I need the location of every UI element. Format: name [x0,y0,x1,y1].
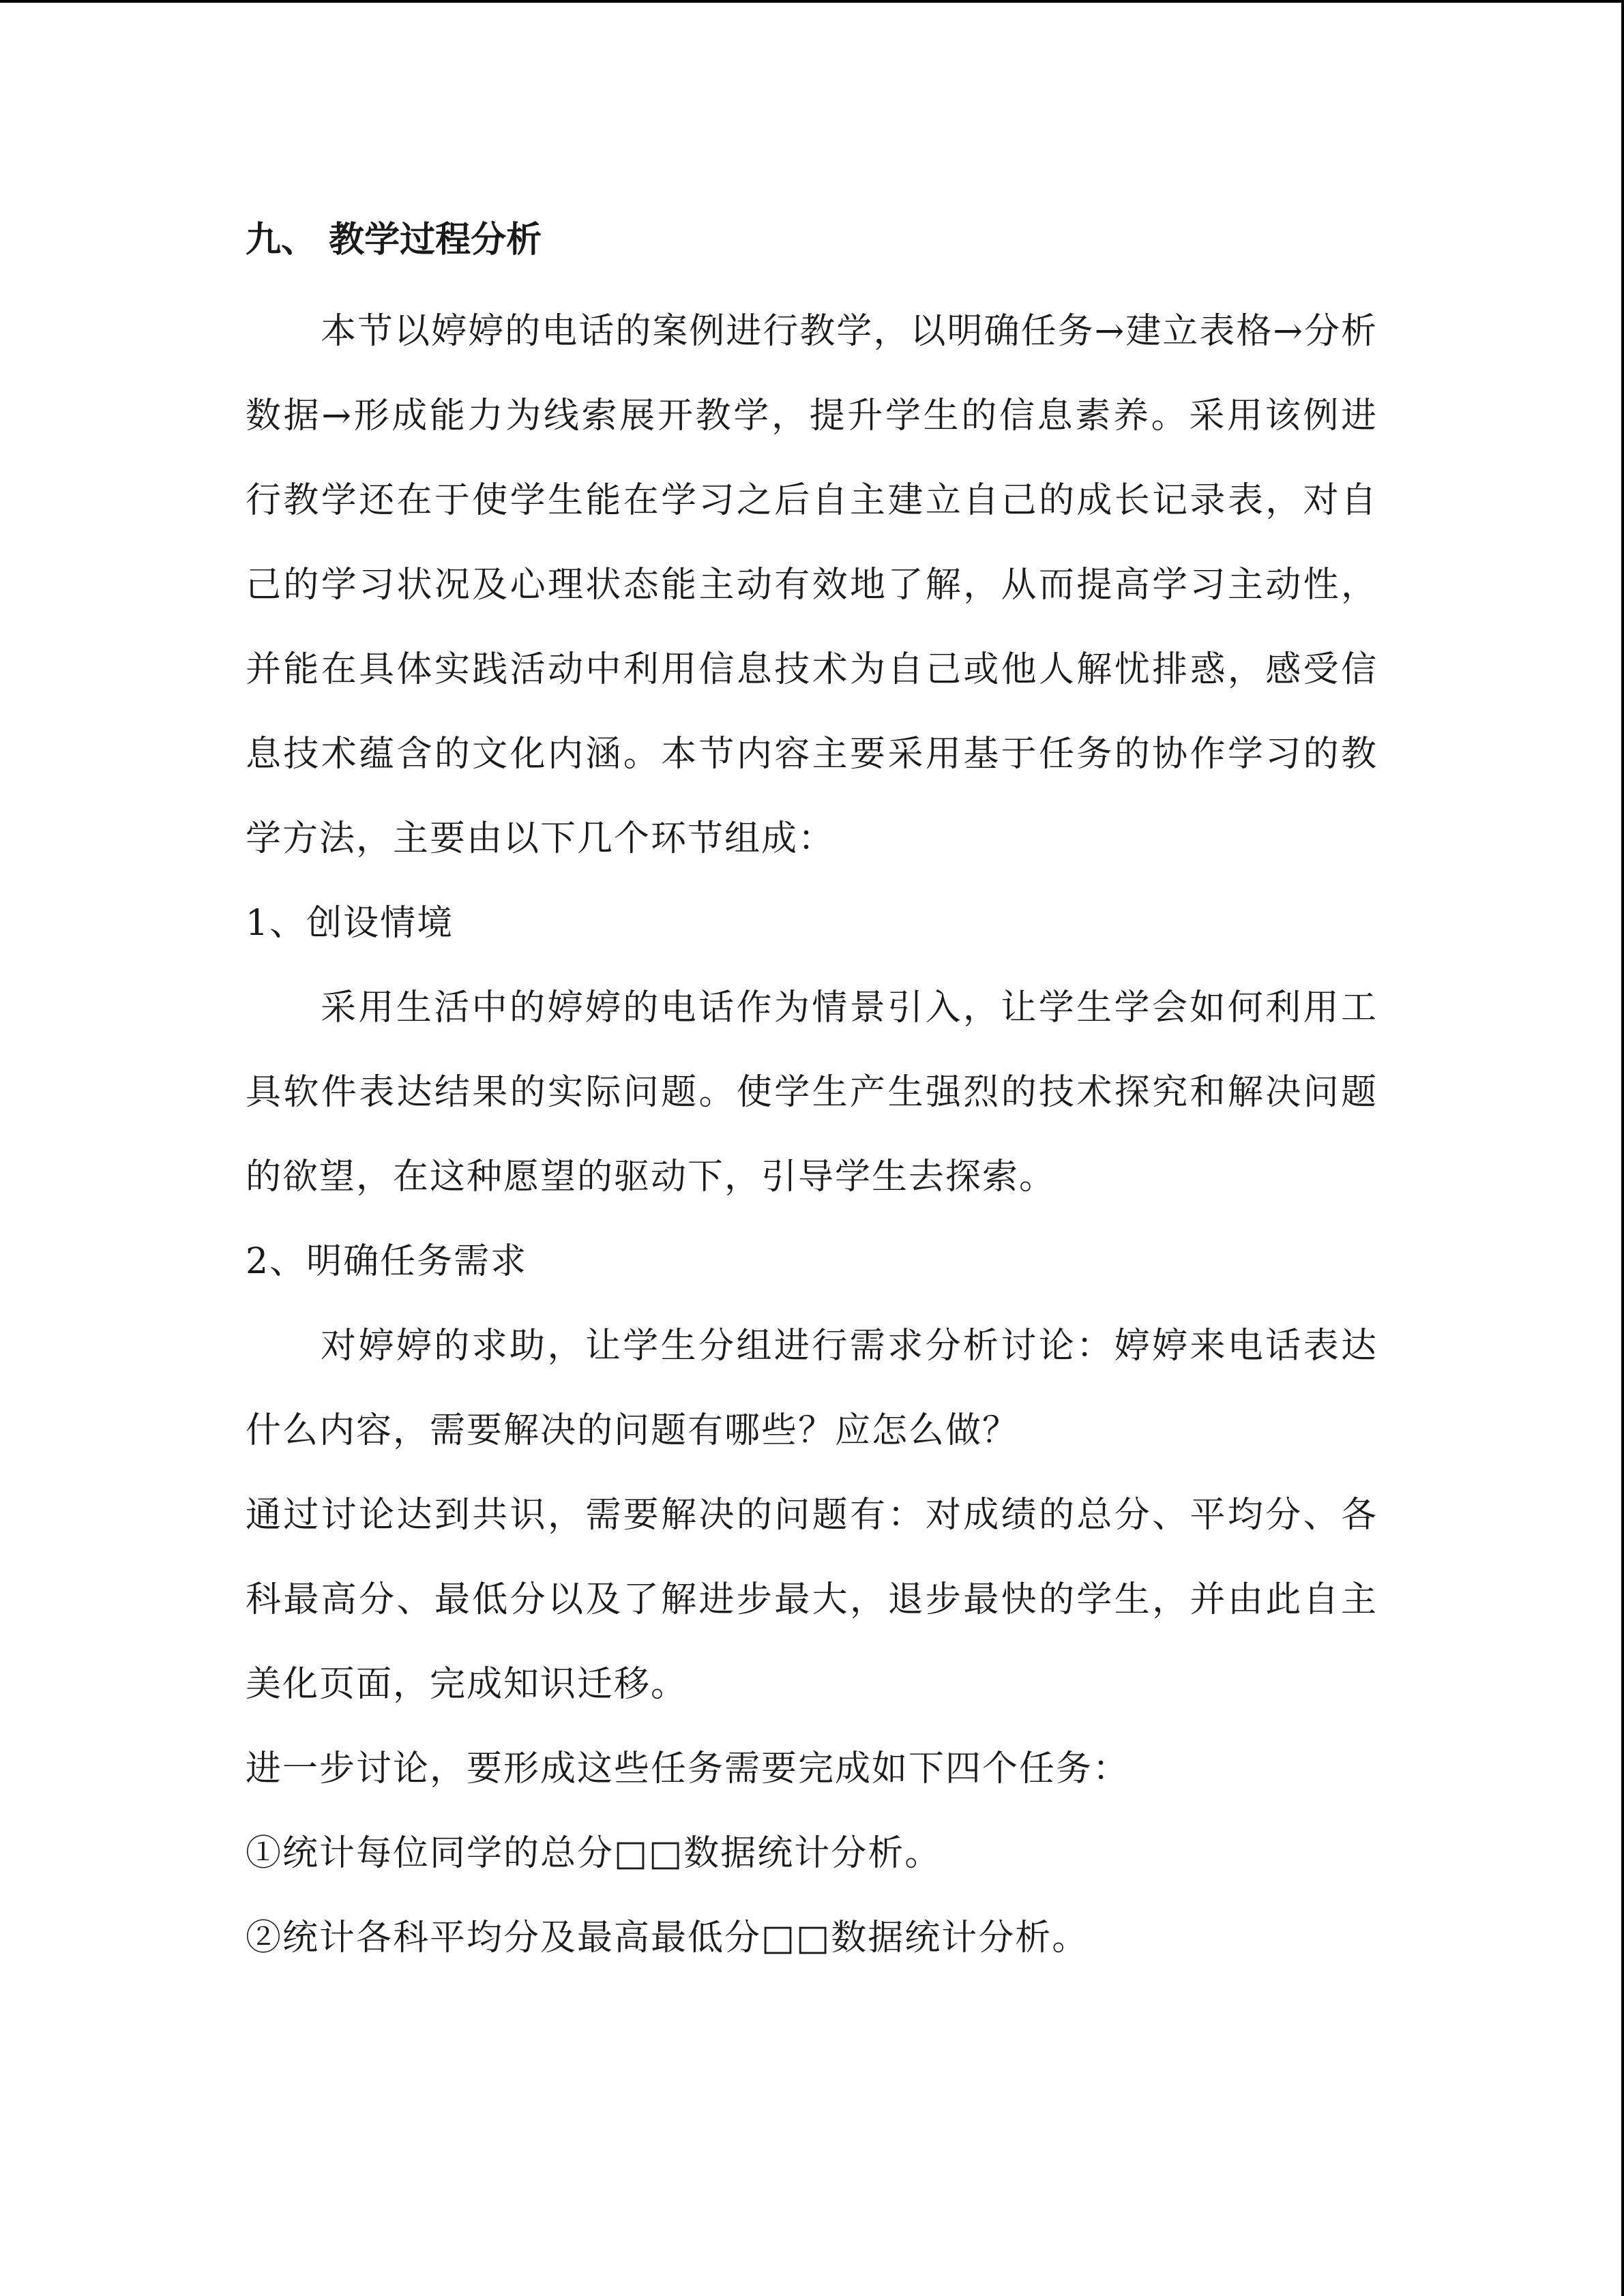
section2-title: 2、明确任务需求 [246,1241,528,1282]
section1-paragraph: 采用生活中的婷婷的电话作为情景引入，让学生学会如何利用工具软件表达结果的实际问题。使学生产生强烈的技术探究和解决问题的欲望，在这种愿望的驱动下，引导学生去探索。 [246,987,1378,1197]
task-item-1: ①统计每位同学的总分□□数据统计分析。 [246,1833,942,1874]
consensus-paragraph: 通过讨论达到共识，需要解决的问题有：对成绩的总分、平均分、各科最高分、最低分以及了解进步最大，退步最快的学生，并由此自主美化页面，完成知识迁移。 [246,1495,1378,1705]
page-right-border [1621,0,1624,2296]
further-discussion-line: 进一步讨论，要形成这些任务需要完成如下四个任务： [246,1748,1130,1789]
section-heading: 九、 教学过程分析 [246,220,542,260]
section2-paragraph: 对婷婷的求助，让学生分组进行需求分析讨论：婷婷来电话表达什么内容，需要解决的问题有哪些？应怎么做？ [246,1326,1378,1451]
intro-paragraph: 本节以婷婷的电话的案例进行教学，以明确任务→建立表格→分析数据→形成能力为线索展开教学，提升学生的信息素养。采用该例进行教学还在于使学生能在学习之后自主建立自己的成长记录表，对自己的学习状况及心理状态能主动有效地了解，从而提高学习主动性，并能在具体实践活动中利用信息技术为自己或他人解忧排惑，感受信息技术蕴含的文化内涵。本节内容主要采用基于任务的协作学习的教学方法，主要由以下几个环节组成： [246,311,1378,859]
task-item-2: ②统计各科平均分及最高最低分□□数据统计分析。 [246,1918,1089,1958]
document-body [246,205,1378,1980]
page-top-border [0,0,1624,3]
section1-title: 1、创设情境 [246,903,454,944]
